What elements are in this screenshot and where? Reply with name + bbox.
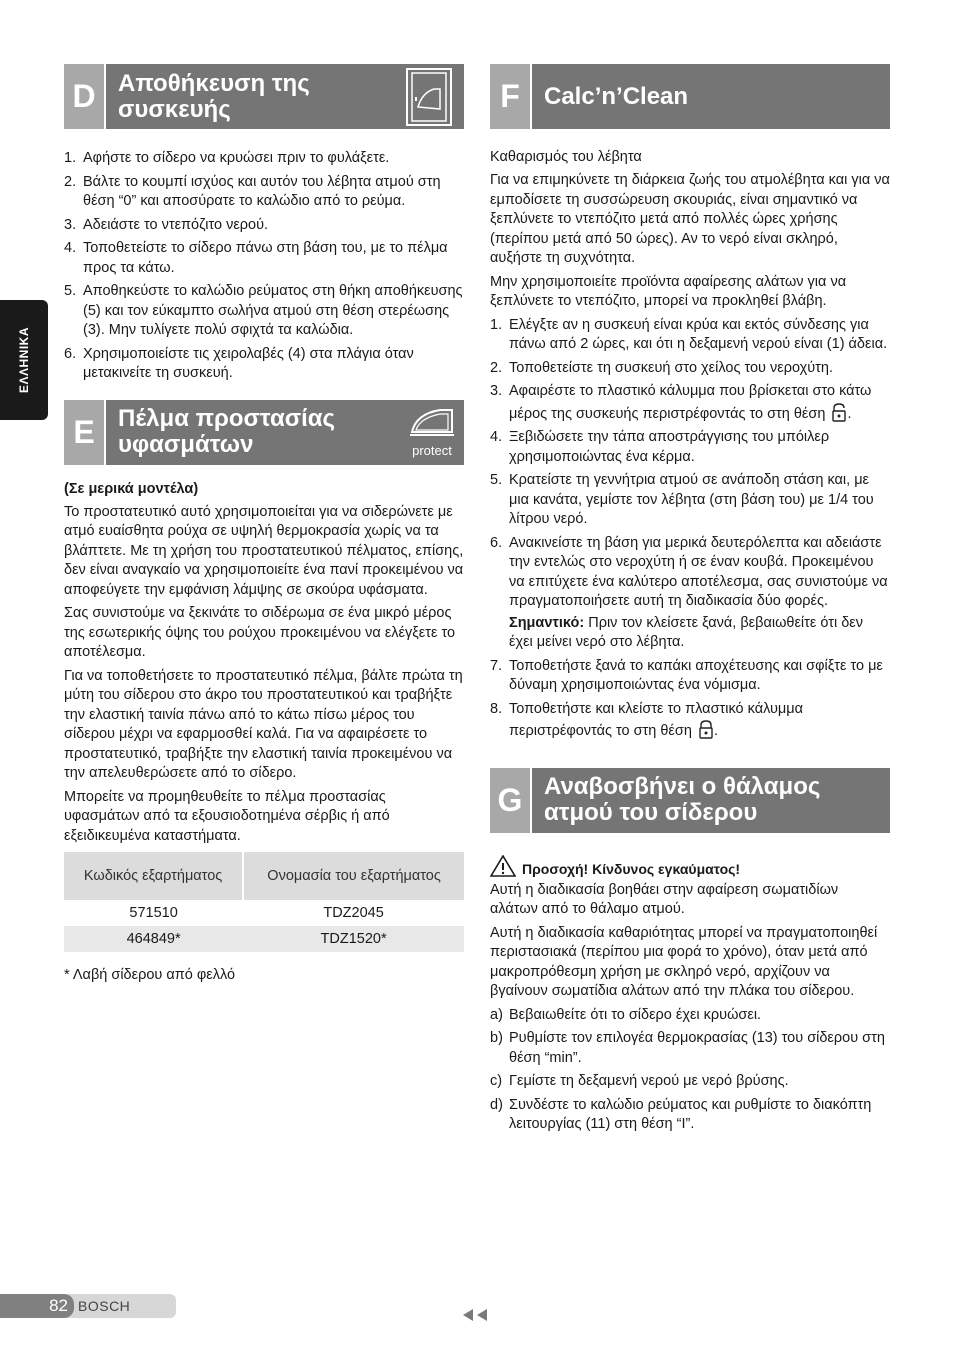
section-e-letter: E (64, 400, 106, 465)
section-d-header (64, 64, 464, 129)
language-tab (0, 300, 48, 420)
protect-soleplate-icon (404, 406, 460, 458)
parts-table (64, 852, 464, 952)
table-cell: 571510 (129, 905, 178, 921)
paragraph: Μην χρησιμοποιείτε προϊόντα αφαίρεσης αλάτων για να ξεπλύνετε το ντεπόζιτο, μπορεί να προκληθεί βλάβη. (490, 273, 847, 309)
section-g-steps (490, 1006, 890, 1135)
unlock-icon (831, 402, 847, 422)
list-item: b) Ρυθμίστε τον επιλογέα θερμοκρασίας (13) του σίδερου στη θέση “min”. (490, 1030, 885, 1066)
list-item: d) Συνδέστε το καλώδιο ρεύματος και ρυθμίστε το διακόπτη λειτουργίας (11) στη θέση “I”. (490, 1096, 872, 1132)
paragraph: Για να επιμηκύνετε τη διάρκεια ζωής του ατμολέβητα και για να εμποδίσετε τη συσσώρευση σκουριάς, είναι σημαντικό να ξεπλύνετε το ντεπόζιτο μετά από πολλές ώρες χρήσης (περίπου μετά από 50 ώρες). Αν το νερό είναι σκληρό, αυξήστε τη συχνότητα. (490, 172, 890, 266)
paragraph: Αυτή η διαδικασία βοηθάει στην αφαίρεση σωματιδίων αλάτων από το θάλαμο ατμού. (490, 881, 839, 917)
paragraph: Σας συνιστούμε να ξεκινάτε το σιδέρωμα σε ένα μικρό μέρος της εσωτερικής όψης του ρούχου προκειμένου να ελέγξετε το αποτέλεσμα. (64, 605, 456, 660)
list-item: 4. Τοποθετείστε το σίδερο πάνω στη βάση του, με το πέλμα προς τα κάτω. (64, 240, 448, 276)
list-item: 2. Τοποθετείστε τη συσκευή στο χείλος του νεροχύτη. (490, 359, 833, 376)
page-number: 82 (0, 1294, 74, 1318)
list-item: 8. Τοποθετήστε και κλείστε το πλαστικό κάλυμμα περιστρέφοντάς το στη θέση . (490, 700, 804, 739)
arrow-left-icon (462, 1308, 474, 1322)
section-f-steps (490, 316, 890, 742)
left-column (64, 64, 464, 990)
paragraph: Για να τοποθετήσετε το προστατευτικό πέλμα, βάλτε πρώτα τη μύτη του σίδερου στο άκρο του προστατευτικού και τραβήξτε την ελαστική ταινία πάνω από το κάτω πίσω μέρος του σίδερου μέχρι να εφαρμοσθεί καλά. Για να αφαιρέσετε το προστατευτικό, τραβήξτε την ελαστική ταινία προκειμένου να την απελευθερώσετε από το σίδερο. (64, 667, 463, 781)
list-item: 3. Αφαιρέστε το πλαστικό κάλυμμα που βρίσκεται στο κάτω μέρος της συσκευής περιστρέφοντάς το στη θέση . (490, 383, 872, 422)
table-header-row (64, 852, 464, 900)
list-item: 4. Ξεβιδώσετε την τάπα αποστράγγισης του μπόιλερ χρησιμοποιώντας ένα κέρμα. (490, 429, 830, 465)
list-item: 1. Αφήστε το σίδερο να κρυώσει πριν το φυλάξετε. (64, 150, 390, 166)
protect-label: protect (412, 442, 452, 458)
table-row (64, 900, 464, 926)
section-d-letter: D (64, 64, 106, 129)
lock-icon (698, 719, 714, 739)
section-f-title: Calc’n’Clean (544, 82, 689, 110)
list-item: 5. Αποθηκεύστε το καλώδιο ρεύματος στη θήκη αποθήκευσης (5) και τον εύκαμπτο σωλήνα ατμού στη θέση στερέωσης (3). Μην τυλίγετε πολύ σφιχτά τα καλώδια. (64, 283, 463, 338)
table-footnote: * Λαβή σίδερου από φελλό (64, 967, 236, 983)
column-header: Ονομασία του εξαρτήματος (243, 852, 464, 900)
important-note: Σημαντικό: Πριν τον κλείσετε ξανά, βεβαιωθείτε ότι δεν έχει μείνει νερό στο λέβητα. (509, 614, 863, 650)
table-cell: TDZ1520* (243, 926, 464, 952)
table-row (64, 926, 464, 952)
paragraph: Αυτή η διαδικασία καθαριότητας μπορεί να πραγματοποιηθεί περιστασιακά (περίπου μια φορά το χρόνο), όταν μετά από μακροπρόθεσμη χρήση με σκληρό νερό, αρχίζουν να βγαίνουν σωματίδια αλάτων από την πλάκα του σίδερου. (490, 924, 878, 999)
section-f-letter: F (490, 64, 532, 129)
list-item: c) Γεμίστε τη δεξαμενή νερού με νερό βρύσης. (490, 1073, 789, 1089)
paragraph: Μπορείτε να προμηθευθείτε το πέλμα προστασίας υφασμάτων από τα εξουσιοδοτημένα σέρβις ή από εξειδικευμένα καταστήματα. (64, 788, 390, 844)
section-f-header (490, 64, 890, 129)
section-e-subhead: (Σε μερικά μοντέλα) (64, 480, 199, 497)
storage-cabinet-icon (404, 67, 454, 127)
list-item: 3. Αδειάστε το ντεπόζιτο νερού. (64, 216, 269, 233)
column-header: Κωδικός εξαρτήματος (64, 852, 243, 900)
previous-page-icon[interactable] (462, 1308, 488, 1322)
warning-text: Προσοχή! Κίνδυνος εγκαύματος! (522, 860, 741, 877)
brand-name: BOSCH (78, 1298, 131, 1314)
burn-warning (490, 855, 890, 877)
paragraph: Το προστατευτικό αυτό χρησιμοποιείται για να σιδερώνετε με ατμό ευαίσθητα ρούχα σε υψηλή θερμοκρασία χωρίς να τα βλάπτετε. Με τη χρήση του προστατευτικού πέλματος, επίσης, δεν είναι αναγκαίο να χρησιμοποιείτε ένα πανί προκειμένου να αποφεύγετε την εμφάνιση λάμψης σε σκούρα υφάσματα. (64, 503, 464, 598)
list-item: 1. Ελέγξτε αν η συσκευή είναι κρύα και εκτός σύνδεσης για πάνω από 2 ώρες, και ότι η δεξαμενή νερού είναι (1) άδεια. (490, 316, 888, 352)
list-item: 6. Ανακινείστε τη βάση για μερικά δευτερόλεπτα και αδειάστε την εντελώς στο νεροχύτη ή σε έναν κουβά. Προκειμένου να επιτύχετε ένα καλύτερο αποτέλεσμα, σας συνιστούμε να πραγματοποιήσετε αυτή τη διαδικασία δύο φορές. Σημαντικό: Πριν τον κλείσετε ξανά, βεβαιωθείτε ότι δεν έχει μείνει νερό στο λέβητα. (490, 534, 890, 653)
list-item: 5. Κρατείστε τη γεννήτρια ατμού σε ανάποδη στάση και, με μια κανάτα, γεμίστε τον λέβητα (στη βάση του) με 1/4 του λίτρου νερό. (490, 472, 874, 527)
section-e-title: Πέλμα προστασίας υφασμάτων (118, 405, 336, 458)
warning-icon (490, 855, 516, 877)
list-item: 2. Βάλτε το κουμπί ισχύος και αυτόν του λέβητα ατμού στη θέση “0” και αποσύρατε το καλώδιο από το ρεύμα. (64, 173, 441, 209)
important-label: Σημαντικό: (509, 614, 585, 631)
section-g-title: Αναβοσβήνει ο θάλαμος ατμού του σίδερου (544, 773, 821, 826)
section-e-header (64, 400, 464, 465)
table-cell: TDZ2045 (323, 905, 384, 921)
language-label: ΕΛΛΗΝΙΚΑ (17, 326, 32, 394)
section-g-header (490, 768, 890, 833)
section-d-title: Αποθήκευση της συσκευής (118, 69, 310, 123)
list-item: 7. Τοποθετήστε ξανά το καπάκι αποχέτευσης και σφίξτε το με δύναμη χρησιμοποιώντας ένα νόμισμα. (490, 657, 883, 693)
page-footer (0, 1294, 176, 1318)
right-column (490, 64, 890, 1139)
section-f-subhead: Καθαρισμός του λέβητα (490, 149, 642, 165)
list-item: 6. Χρησιμοποιείστε τις χειρολαβές (4) στα πλάγια όταν μετακινείτε τη συσκευή. (64, 345, 414, 381)
list-item: a) Βεβαιωθείτε ότι το σίδερο έχει κρυώσει. (490, 1006, 762, 1023)
table-cell: 464849* (64, 926, 243, 952)
section-d-steps (64, 149, 464, 384)
arrow-left-icon (476, 1308, 488, 1322)
section-g-letter: G (490, 768, 532, 833)
